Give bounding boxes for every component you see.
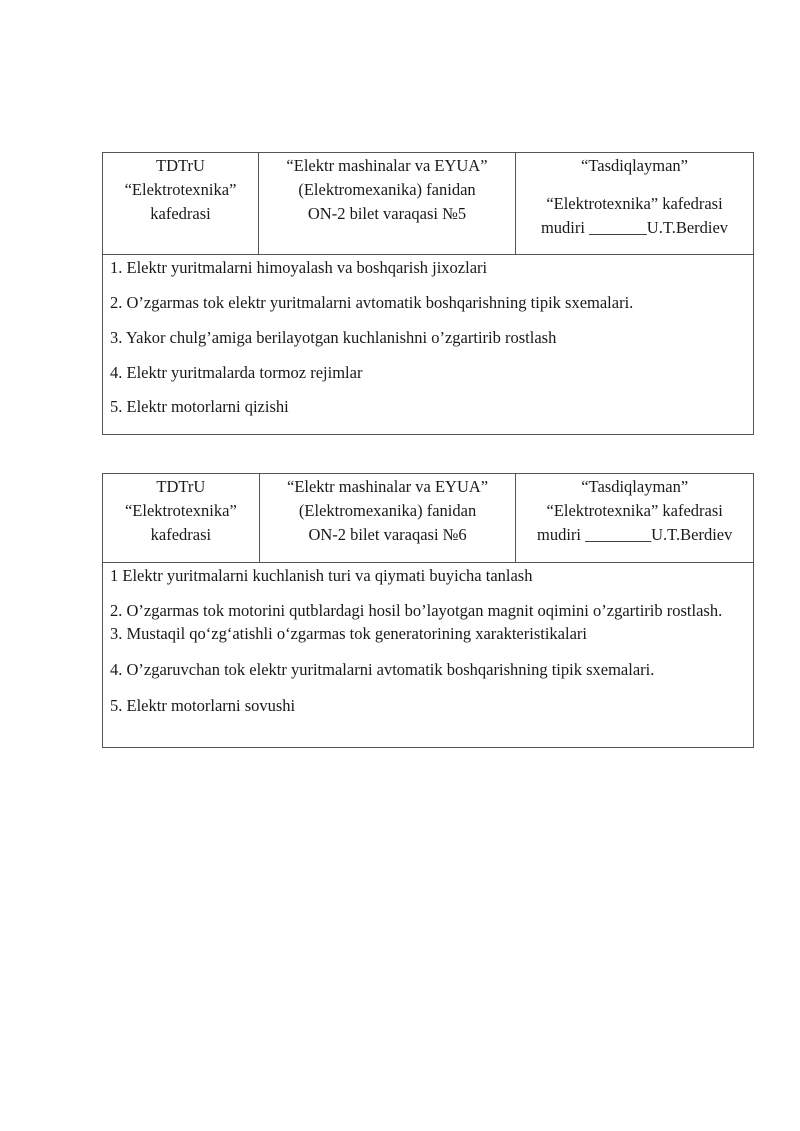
subject-cell (259, 474, 516, 562)
question-item: 3. Mustaqil qo‘zg‘atishli o‘zgarmas tok generatorining xarakteristikalari (110, 624, 587, 643)
question-item: 1 Elektr yuritmalarni kuchlanish turi va qiymati buyicha tanlash (110, 566, 533, 585)
organization-cell (103, 153, 258, 254)
approval-signature-line: mudiri _______U.T.Berdiev (540, 218, 729, 237)
org-line: TDTrU (156, 156, 205, 175)
org-line: kafedrasi (150, 525, 212, 544)
question-item: 3. Yakor chulg’amiga berilayotgan kuchlanishni o’zgartirib rostlash (110, 328, 557, 347)
exam-ticket-6 (102, 473, 754, 748)
approval-cell (515, 474, 753, 562)
question-item: 5. Elektr motorlarni sovushi (110, 696, 296, 715)
subject-line: (Elektromexanika) fanidan (298, 180, 476, 199)
approval-signature-line: mudiri ________U.T.Berdiev (537, 525, 733, 544)
ticket-header (103, 474, 753, 563)
question-item: 4. Elektr yuritmalarda tormoz rejimlar (110, 363, 363, 382)
approval-line: “Elektrotexnika” kafedrasi (546, 501, 723, 520)
subject-cell (258, 153, 515, 254)
subject-line: ON-2 bilet varaqasi №6 (308, 525, 467, 544)
org-line: “Elektrotexnika” (124, 180, 237, 199)
question-item: 1. Elektr yuritmalarni himoyalash va boshqarish jixozlari (110, 258, 488, 277)
subject-line: “Elektr mashinalar va EYUA” (287, 477, 489, 496)
org-line: TDTrU (156, 477, 206, 496)
question-item: 2. O’zgarmas tok motorini qutblardagi hosil bo’layotgan magnit oqimini o’zgartirib rostlash. (110, 601, 723, 620)
questions-list (103, 255, 753, 418)
approval-line: “Elektrotexnika” kafedrasi (546, 194, 723, 213)
ticket-header (103, 153, 753, 255)
questions-list (103, 563, 753, 717)
organization-cell (103, 474, 259, 562)
org-line: kafedrasi (150, 204, 211, 223)
approval-line: “Tasdiqlayman” (581, 477, 689, 496)
subject-line: ON-2 bilet varaqasi №5 (307, 204, 467, 223)
approval-line: “Tasdiqlayman” (581, 156, 688, 175)
question-item: 4. O’zgaruvchan tok elektr yuritmalarni avtomatik boshqarishning tipik sxemalari. (110, 660, 655, 679)
approval-cell (515, 153, 753, 254)
subject-line: “Elektr mashinalar va EYUA” (286, 156, 488, 175)
org-line: “Elektrotexnika” (124, 501, 237, 520)
question-item: 5. Elektr motorlarni qizishi (110, 397, 289, 416)
subject-line: (Elektromexanika) fanidan (298, 501, 477, 520)
question-item: 2. O’zgarmas tok elektr yuritmalarni avtomatik boshqarishning tipik sxemalari. (110, 293, 634, 312)
exam-ticket-5 (102, 152, 754, 435)
